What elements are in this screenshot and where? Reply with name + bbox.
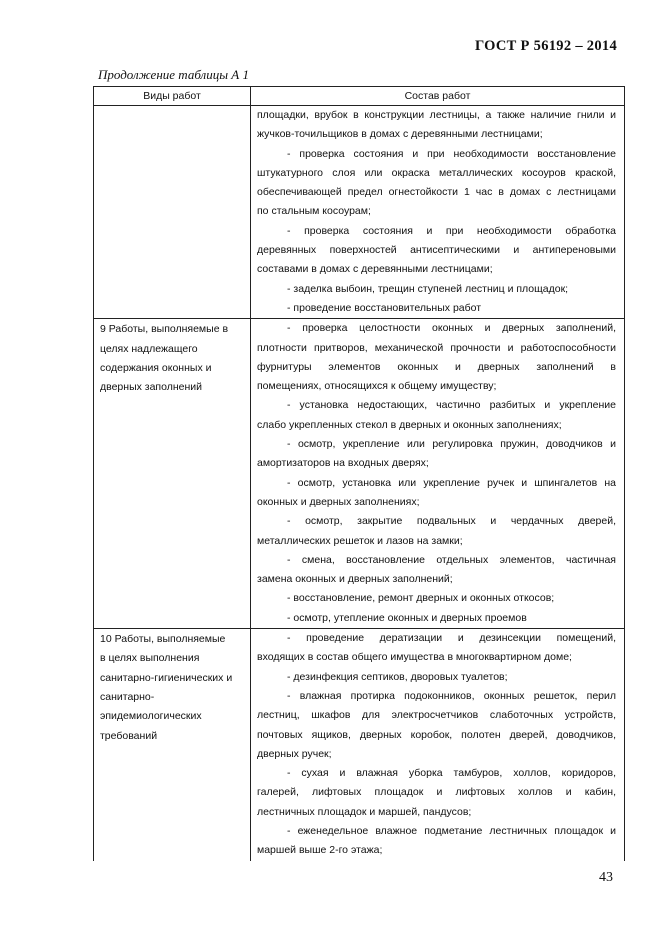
work-item — [257, 435, 616, 474]
column-header-kind: Виды работ — [94, 87, 251, 106]
work-kind-line: санитарно-гигиенических и — [100, 671, 233, 684]
table-continuation-caption: Продолжение таблицы А 1 — [98, 67, 249, 82]
work-item-line: лестниц, шкафов для электросчетчиков слаботочных устройств, — [257, 709, 616, 722]
work-kind-line: 10 Работы, выполняемые — [100, 633, 226, 646]
work-item — [257, 280, 616, 299]
work-item-line: - проведение восстановительных работ — [287, 301, 482, 314]
work-item-line: металлических решеток и лазов на замки; — [257, 534, 463, 547]
work-item-line: - еженедельное влажное подметание лестничных площадок и — [287, 824, 616, 837]
work-item-line: лестничных площадок и маршей, пандусов; — [257, 805, 472, 818]
work-item-line: слабо укрепленных стекол в дверных и оконных заполнениях; — [257, 418, 562, 431]
work-item — [257, 589, 616, 608]
work-composition-cell — [251, 106, 625, 319]
work-kind-line: целях надлежащего — [100, 342, 198, 355]
work-kind-cell — [94, 106, 251, 319]
work-item-line: площадки, врубок в конструкции лестницы, а также наличие гнили и — [257, 109, 616, 121]
work-item-line: - проведение дератизации и дезинсекции помещений, — [287, 632, 616, 645]
work-item — [257, 512, 616, 551]
work-kind-line: эпидемиологических — [100, 710, 202, 723]
works-table — [93, 86, 625, 861]
page-number: 43 — [599, 870, 613, 885]
work-item — [257, 764, 616, 822]
work-item — [257, 629, 616, 668]
work-item-line: почтовых ящиков, дверных коробок, полотен дверей, доводчиков, — [257, 728, 616, 741]
standard-header: ГОСТ Р 56192 – 2014 — [474, 38, 617, 54]
table-body — [94, 106, 625, 861]
work-item-line: штукатурного слоя или окраска металлических косоуров краской, — [257, 166, 616, 179]
work-item — [257, 822, 616, 861]
work-item-line: фурнитуры элементов оконных и дверных заполнений в — [257, 360, 616, 373]
work-item-line: - смена, восстановление отдельных элементов, частичная — [287, 553, 616, 566]
work-item-line: замена оконных и дверных заполнений; — [257, 573, 453, 586]
work-item-line: - осмотр, установка или укрепление ручек и шпингалетов на — [287, 476, 616, 489]
work-kind-cell — [94, 319, 251, 629]
work-item-line: маршей выше 2-го этажа; — [257, 844, 383, 857]
work-item-line: по стальным косоурам; — [257, 205, 371, 218]
work-item-line: жучков-точильщиков в домах с деревянными лестницами; — [257, 128, 543, 141]
work-item-line: галерей, лифтовых площадок и лифтовых холлов и кабин, — [257, 786, 616, 799]
work-kind-line: дверных заполнений — [100, 381, 203, 394]
work-item-line: - заделка выбоин, трещин ступеней лестниц и площадок; — [287, 282, 569, 295]
work-item-line: амортизаторов на входных дверях; — [257, 457, 429, 470]
work-item — [257, 551, 616, 590]
work-item-line: - проверка состояния и при необходимости обработка — [287, 224, 616, 237]
work-item-line: - проверка состояния и при необходимости восстановление — [287, 147, 616, 160]
work-item — [257, 687, 616, 764]
work-item — [257, 145, 616, 222]
work-item — [257, 299, 616, 318]
work-item — [257, 396, 616, 435]
work-kind-line: санитарно- — [100, 690, 155, 703]
work-item — [257, 668, 616, 687]
work-item-line: обеспечивающей предел огнестойкости 1 час в домах с лестницами — [257, 186, 616, 199]
work-item-line: - дезинфекция септиков, дворовых туалетов; — [287, 670, 508, 683]
work-kind-line: в целях выполнения — [100, 652, 200, 665]
work-kind-line: 9 Работы, выполняемые в — [100, 323, 229, 336]
work-item-line: - влажная протирка подоконников, оконных решеток, перил — [287, 689, 616, 702]
work-item-line: составами в домах с деревянными лестницами; — [257, 263, 493, 276]
work-item-line: входящих в состав общего имущества в многоквартирном доме; — [257, 651, 572, 664]
work-item-line: плотности притворов, механической прочности и работоспособности — [257, 341, 616, 354]
work-item — [257, 474, 616, 513]
work-item — [257, 222, 616, 280]
work-item-line: помещениях, относящихся к общему имуществу; — [257, 380, 497, 393]
work-item-line: - осмотр, утепление оконных и дверных проемов — [287, 611, 527, 624]
work-composition-cell — [251, 319, 625, 629]
work-item-line: оконных и дверных заполнениях; — [257, 495, 420, 508]
work-item-line: - осмотр, закрытие подвальных и чердачных дверей, — [287, 515, 616, 528]
table-row — [94, 319, 625, 629]
work-item-line: - проверка целостности оконных и дверных заполнений, — [287, 322, 616, 335]
work-item — [257, 319, 616, 396]
work-item-line: - восстановление, ремонт дверных и оконных откосов; — [287, 592, 555, 605]
work-item-line: - осмотр, укрепление или регулировка пружин, доводчиков и — [287, 438, 616, 451]
column-header-composition: Состав работ — [251, 87, 625, 106]
table-row — [94, 106, 625, 319]
work-kind-cell — [94, 629, 251, 861]
work-item-line: деревянных поверхностей антисептическими и антипереновыми — [257, 244, 616, 257]
work-item-line: - сухая и влажная уборка тамбуров, холлов, коридоров, — [287, 767, 616, 780]
work-kind-line: требований — [100, 729, 158, 742]
work-item-line: - установка недостающих, частично разбитых и укрепление — [287, 399, 616, 412]
work-item-line: дверных ручек; — [257, 747, 332, 760]
table-row — [94, 629, 625, 861]
work-item — [257, 609, 616, 628]
work-item — [257, 106, 616, 145]
work-kind-line: содержания оконных и — [100, 361, 212, 374]
work-composition-cell — [251, 629, 625, 861]
